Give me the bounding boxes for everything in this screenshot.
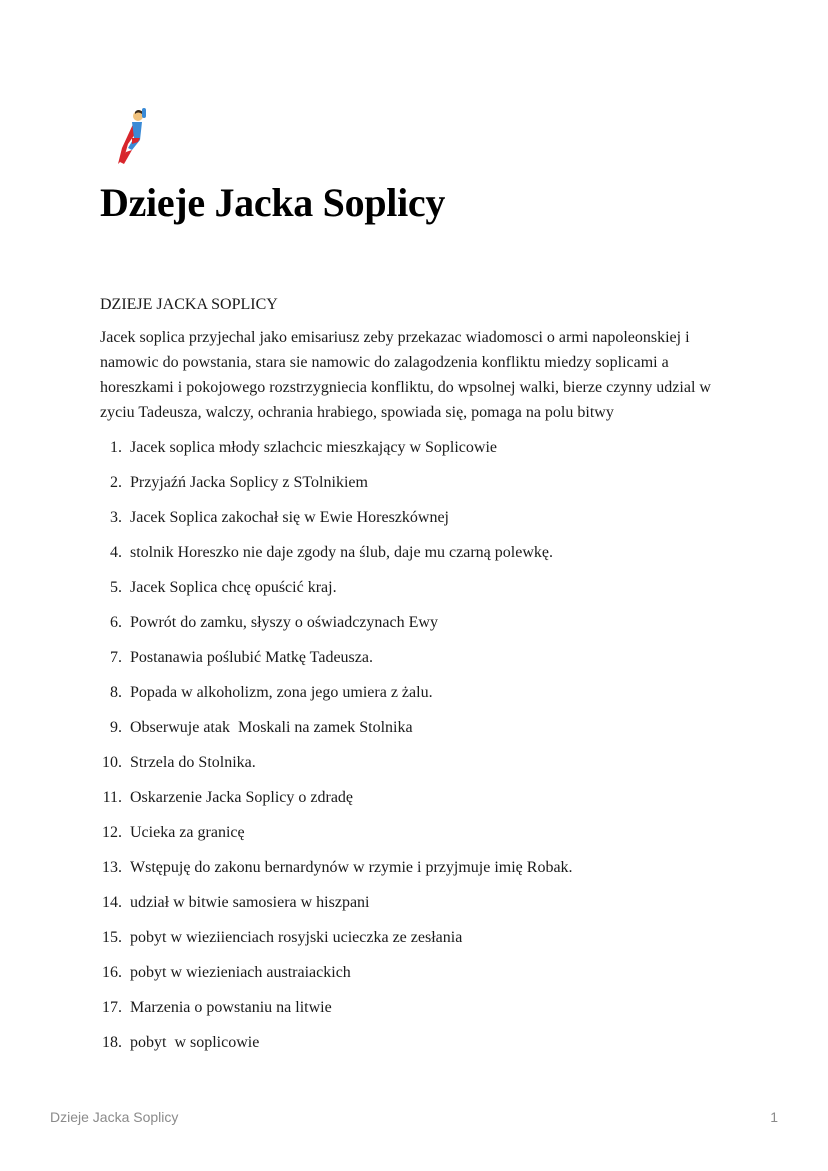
list-number: 17. [102,999,122,1016]
list-text: Obserwuje atak Moskali na zamek Stolnika [130,719,413,736]
list-text: Oskarzenie Jacka Soplicy o zdradę [130,789,354,806]
list-item [90,850,730,885]
list-number: 14. [102,894,122,911]
list-number: 3. [110,509,122,526]
list-item [90,640,730,675]
list-text: Przyjaźń Jacka Soplicy z STolnikiem [130,474,368,491]
list-item [90,780,730,815]
list-text: Jacek Soplica chcę opuścić kraj. [130,579,337,596]
list-text: udział w bitwie samosiera w hiszpani [130,894,370,911]
list-number: 10. [102,754,122,771]
list-item [90,745,730,780]
list-text: Postanawia poślubić Matkę Tadeusza. [130,649,373,666]
list-item [90,885,730,920]
list-text: Popada w alkoholizm, zona jego umiera z żalu. [130,684,433,701]
list-number: 13. [102,859,122,876]
list-text: Marzenia o powstaniu na litwie [130,999,332,1016]
superhero-icon [112,108,154,168]
list-text: Wstępuję do zakonu bernardynów w rzymie i przyjmuje imię Robak. [130,859,573,876]
summary-paragraph: Jacek soplica przyjechal jako emisariusz zeby przekazac wiadomosci o armi napoleonskiej i namowic do powstania, stara sie namowic do zalagodzenia konfliktu miedzy soplicami a horeszkami i pokojowego rozstrzygniecia konfliktu, do wpsolnej walki, bierze czynny udzial w zyciu Tadeusza, walczy, ochrania hrabiego, spowiada się, pomaga na polu bitwy [100,329,711,421]
list-text: Ucieka za granicę [130,824,245,841]
list-item [90,430,730,465]
list-item [90,815,730,850]
list-number: 18. [102,1034,122,1051]
list-item [90,675,730,710]
subheading: DZIEJE JACKA SOPLICY [100,296,278,313]
list-number: 12. [102,824,122,841]
list-text: Powrót do zamku, słyszy o oświadczynach Ewy [130,614,438,631]
list-text: pobyt w soplicowie [130,1034,260,1051]
list-item [90,990,730,1025]
list-text: pobyt w wieziienciach rosyjski ucieczka ze zesłania [130,929,463,946]
list-item [90,605,730,640]
list-text: Jacek Soplica zakochał się w Ewie Horeszkównej [130,509,449,526]
document-title: Dzieje Jacka Soplicy [100,180,446,225]
list-item [90,920,730,955]
list-number: 4. [110,544,122,561]
events-list [90,430,730,1060]
list-item [90,465,730,500]
list-item [90,955,730,990]
list-item [90,710,730,745]
list-number: 1. [110,439,122,456]
list-number: 11. [102,789,122,806]
list-number: 7. [110,649,122,666]
footer-title: Dzieje Jacka Soplicy [50,1109,179,1125]
list-number: 9. [110,719,122,736]
list-item [90,1025,730,1060]
list-number: 2. [110,474,122,491]
list-text: pobyt w wiezieniach austraiackich [130,964,351,981]
list-number: 8. [110,684,122,701]
list-number: 16. [102,964,122,981]
page-number: 1 [770,1109,778,1125]
list-item [90,570,730,605]
list-text: Jacek soplica młody szlachcic mieszkający w Soplicowie [130,439,497,456]
list-text: stolnik Horeszko nie daje zgody na ślub, daje mu czarną polewkę. [130,544,553,561]
list-number: 5. [110,579,122,596]
list-item [90,500,730,535]
list-number: 15. [102,929,122,946]
list-number: 6. [110,614,122,631]
list-item [90,535,730,570]
list-text: Strzela do Stolnika. [130,754,256,771]
